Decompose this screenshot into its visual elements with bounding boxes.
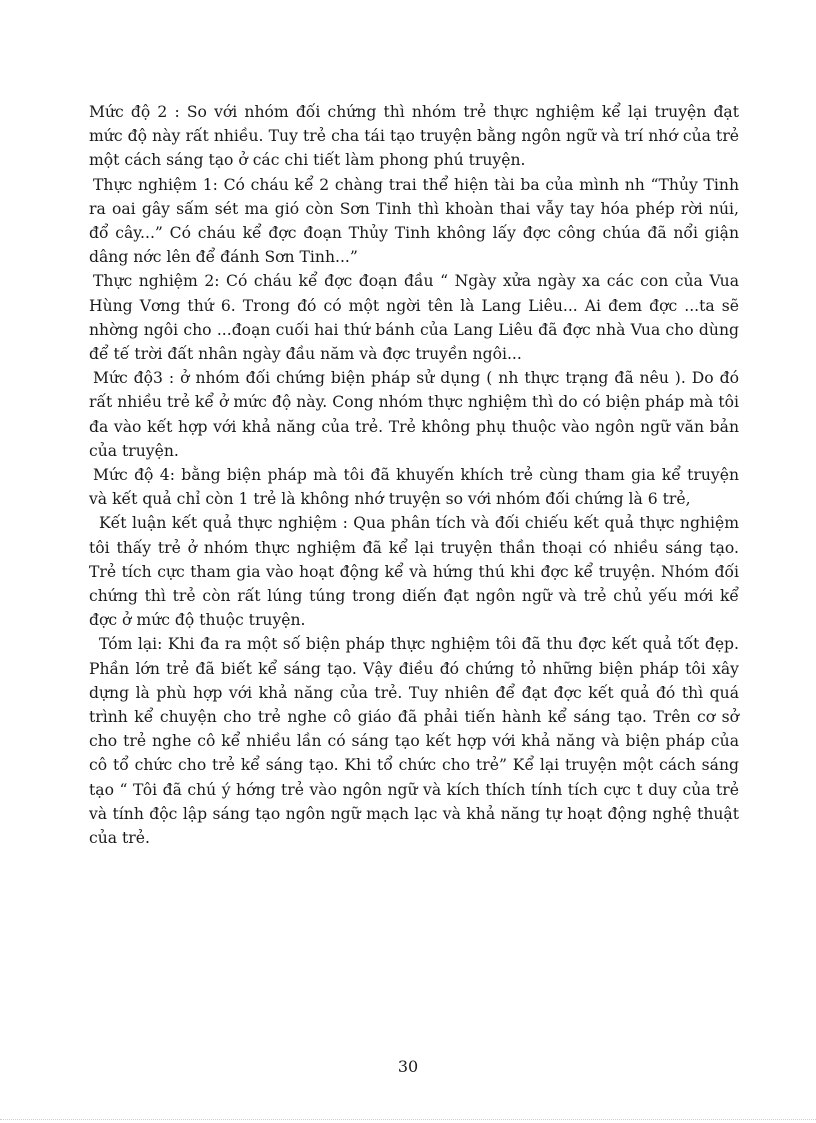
paragraph-tom-lai: Tóm lại: Khi đa ra một số biện pháp thực nghiệm tôi đã thu đợc kết quả tốt đẹp. Phần lớn trẻ đã biết kể sáng tạo. Vậy điều đó chứng tỏ những biện pháp tôi xây dựng là phù hợp với khả năng của trẻ. Tuy nhiên để đạt đợc kết quả đó thì quá trình kể chuyện cho trẻ nghe cô giáo đã phải tiến hành kể sáng tạo. Trên cơ sở cho trẻ nghe cô kể nhiều lần có sáng tạo kết hợp với khả năng và biện pháp của cô tổ chức cho trẻ kể sáng tạo. Khi tổ chức cho trẻ” Kể lại truyện một cách sáng tạo “ Tôi đã chú ý hớng trẻ vào ngôn ngữ và kích thích tính tích cực t duy của trẻ và tính độc lập sáng tạo ngôn ngữ mạch lạc và khả năng tự hoạt động nghệ thuật của trẻ. xyxy=(89,635,739,848)
paragraph-thuc-nghiem-2: Thực nghiệm 2: Có cháu kể đợc đoạn đầu “ Ngày xửa ngày xa các con của Vua Hùng Vơng thứ 6. Trong đó có một ngời tên là Lang Liêu... Ai đem đợc ...ta sẽ nhờng ngôi cho ...đoạn cuối hai thứ bánh của Lang Liêu đã đợc nhà Vua cho dùng để tế trời đất nhân ngày đầu năm và đợc truyền ngôi... xyxy=(89,272,739,364)
page-number: 30 xyxy=(397,1057,419,1076)
paragraph-thuc-nghiem-1: Thực nghiệm 1: Có cháu kể 2 chàng trai thể hiện tài ba của mình nh “Thủy Tinh ra oai gây sấm sét ma gió còn Sơn Tinh thì khoàn thai vẫy tay hóa phép rời núi, đổ cây...” Có cháu kể đợc đoạn Thủy Tinh không lấy đợc công chúa đã nổi giận dâng nớc lên để đánh Sơn Tinh...” xyxy=(89,175,739,267)
paragraph-muc-do-2: Mức độ 2 : So với nhóm đối chứng thì nhóm trẻ thực nghiệm kể lại truyện đạt mức độ này rất nhiều. Tuy trẻ cha tái tạo truyện bằng ngôn ngữ và trí nhớ của trẻ một cách sáng tạo ở các chi tiết làm phong phú truyện. xyxy=(89,103,739,170)
paragraph-muc-do-3: Mức độ3 : ở nhóm đối chứng biện pháp sử dụng ( nh thực trạng đã nêu ). Do đó rất nhiều trẻ kể ở mức độ này. Cong nhóm thực nghiệm thì do có biện pháp mà tôi đa vào kết hợp với khả năng của trẻ. Trẻ không phụ thuộc vào ngôn ngữ văn bản của truyện. xyxy=(89,369,739,460)
paragraph-ket-luan: Kết luận kết quả thực nghiệm : Qua phân tích và đối chiếu kết quả thực nghiệm tôi thấy trẻ ở nhóm thực nghiệm đã kể lại truyện thần thoại có nhiều sáng tạo. Trẻ tích cực tham gia vào hoạt động kể và hứng thú khi đợc kể truyện. Nhóm đối chứng thì trẻ còn rất lúng túng trong diến đạt ngôn ngữ và trẻ chủ yếu mới kể đợc ở mức độ thuộc truyện. xyxy=(89,514,739,630)
body-text xyxy=(89,100,739,850)
paragraph-muc-do-4: Mức độ 4: bằng biện pháp mà tôi đã khuyến khích trẻ cùng tham gia kể truyện và kết quả chỉ còn 1 trẻ là không nhớ truyện so với nhóm đối chứng là 6 trẻ, xyxy=(89,466,739,509)
page-bottom-divider xyxy=(0,1119,816,1120)
